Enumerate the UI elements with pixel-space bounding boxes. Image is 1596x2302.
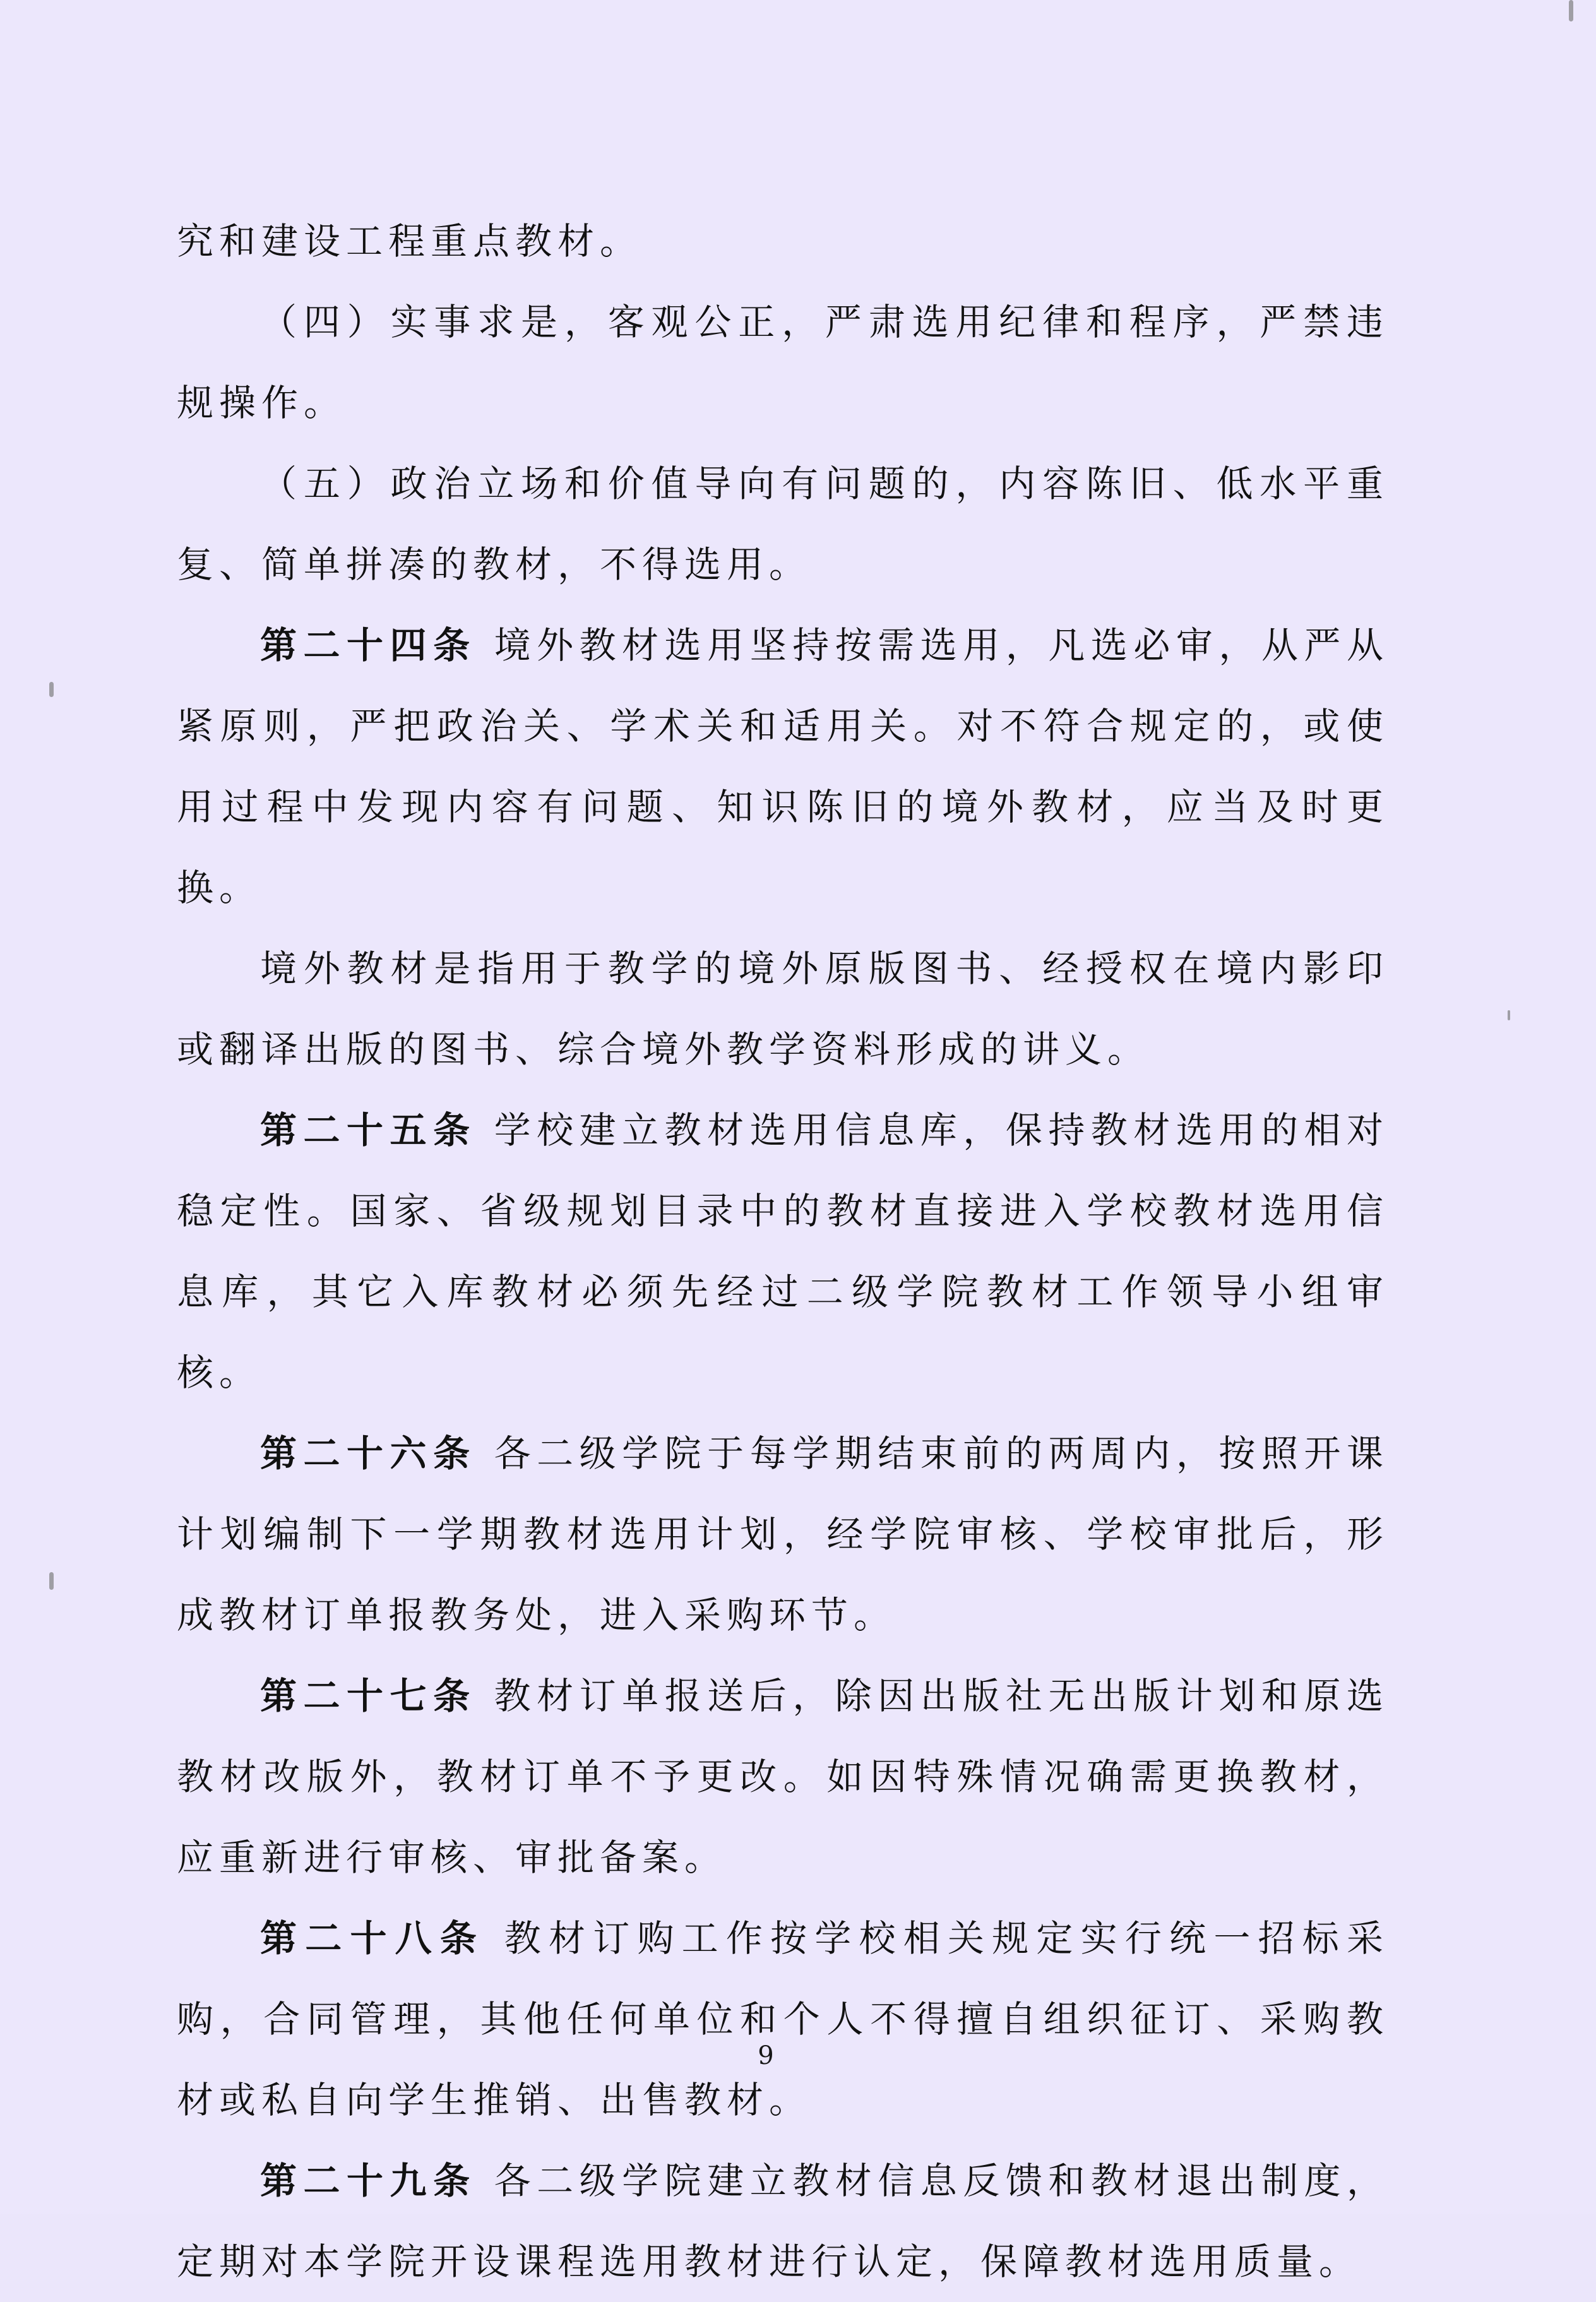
article-text: 各二级学院建立教材信息反馈和教材退出制度，定期对本学院开设课程选用教材进行认定，保障教材选用质量。: [177, 2159, 1389, 2283]
scan-mark-top-right: [1569, 0, 1573, 21]
article-text: 教材订购工作按学校相关规定实行统一招标采购，合同管理，其他任何单位和个人不得擅自组织征订、采购教材或私自向学生推销、出售教材。: [177, 1917, 1389, 2121]
article-24: [177, 605, 1389, 928]
paragraph-continuation: [177, 201, 1389, 282]
article-28: [177, 1898, 1389, 2140]
article-26: [177, 1413, 1389, 1655]
article-number: 第二十四条: [260, 624, 477, 667]
article-25: [177, 1090, 1389, 1413]
article-text: 学校建立教材选用信息库，保持教材选用的相对稳定性。国家、省级规划目录中的教材直接进入学校教材选用信息库，其它入库教材必须先经过二级学院教材工作领导小组审核。: [177, 1109, 1389, 1394]
paragraph-text: 境外教材是指用于教学的境外原版图书、经授权在境内影印或翻译出版的图书、综合境外教学资料形成的讲义。: [177, 947, 1389, 1071]
article-text: 教材订单报送后，除因出版社无出版计划和原选教材改版外，教材订单不予更改。如因特殊情况确需更换教材，应重新进行审核、审批备案。: [177, 1674, 1389, 1879]
article-number: 第二十五条: [260, 1109, 477, 1152]
article-number: 第二十九条: [260, 2159, 477, 2202]
paragraph-text: 究和建设工程重点教材。: [177, 220, 643, 263]
page-number: 9: [758, 2041, 774, 2070]
document-body: [177, 201, 1389, 2302]
scan-mark-right: [1508, 1010, 1510, 1020]
paragraph-principle-four: [177, 282, 1389, 443]
article-29: [177, 2140, 1389, 2302]
scan-mark-left-upper: [49, 682, 54, 697]
paragraph-text: （四）实事求是，客观公正，严肃选用纪律和程序，严禁违规操作。: [177, 301, 1389, 424]
article-27: [177, 1655, 1389, 1898]
paragraph-text: （五）政治立场和价值导向有问题的，内容陈旧、低水平重复、简单拼凑的教材，不得选用。: [177, 462, 1389, 586]
scan-mark-left-lower: [49, 1572, 54, 1590]
article-number: 第二十六条: [260, 1432, 477, 1475]
article-text: 各二级学院于每学期结束前的两周内，按照开课计划编制下一学期教材选用计划，经学院审核、学校审批后，形成教材订单报教务处，进入采购环节。: [177, 1432, 1389, 1637]
article-number: 第二十七条: [260, 1674, 477, 1717]
article-number: 第二十八条: [260, 1917, 485, 1960]
article-text: 境外教材选用坚持按需选用，凡选必审，从严从紧原则，严把政治关、学术关和适用关。对不符合规定的，或使用过程中发现内容有问题、知识陈旧的境外教材，应当及时更换。: [177, 624, 1389, 909]
paragraph-principle-five: [177, 443, 1389, 605]
paragraph-foreign-textbook-definition: [177, 928, 1389, 1090]
